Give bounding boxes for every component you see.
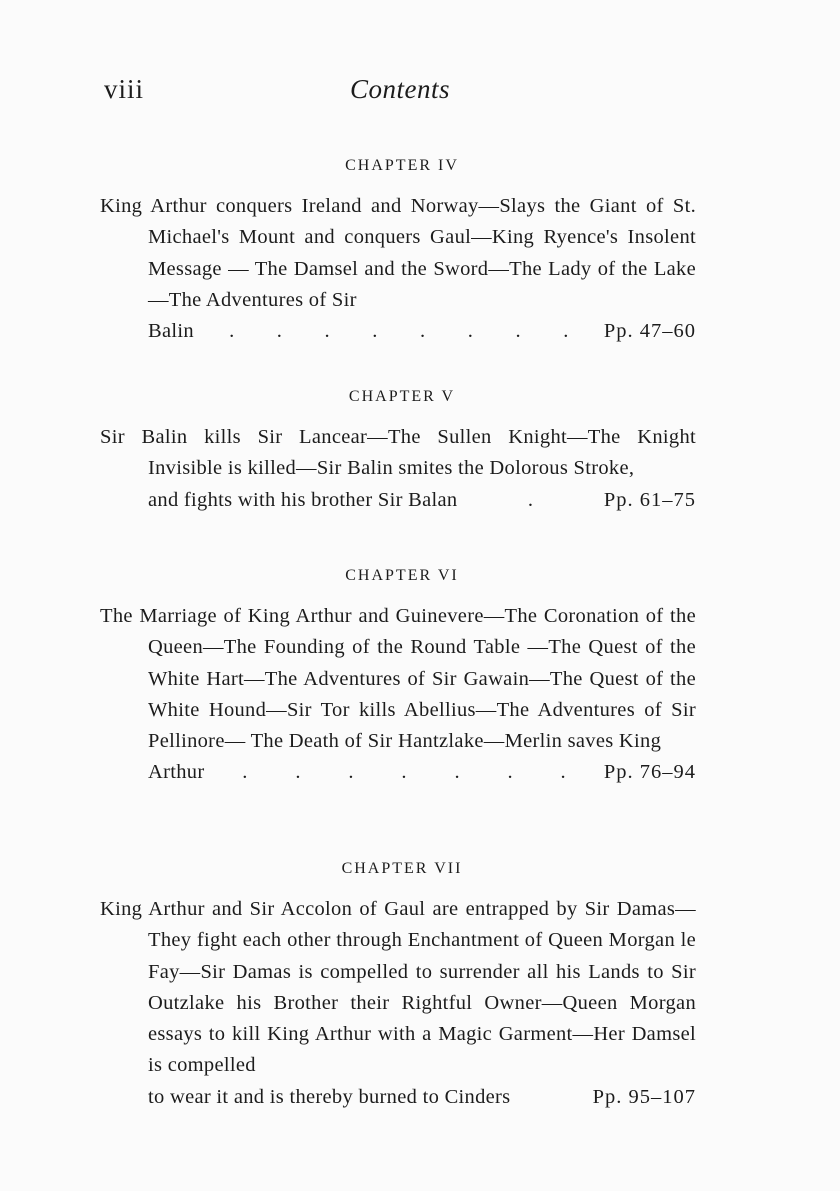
chapter-summary-last-line (100, 757, 696, 788)
leader-dot: . (563, 320, 569, 343)
chapter-summary-tail: Arthur (148, 761, 205, 784)
chapter-summary-tail: to wear it and is thereby burned to Cinders (148, 1085, 511, 1108)
dot-leader (204, 757, 603, 788)
chapter-heading: CHAPTER VI (345, 567, 459, 584)
page-range: Pp. 95–107 (592, 1085, 696, 1108)
chapter-summary-tail: and fights with his brother Sir Balan (148, 488, 458, 511)
chapter-summary: Sir Balin kills Sir Lancear—The Sullen Knight—The Knight Invisible is killed—Sir Balin smites the Dolorous Stroke, (100, 426, 696, 480)
leader-dot: . (348, 761, 354, 784)
page-range: Pp. 47–60 (603, 320, 696, 343)
leader-dot: . (420, 320, 426, 343)
chapter-summary-last-line (100, 1082, 696, 1113)
chapter-summary: King Arthur and Sir Accolon of Gaul are entrapped by Sir Damas—They fight each other through Enchantment of Queen Morgan le Fay—Sir Damas is compelled to surrender all his Lands to Sir Outzlake his Brother their Rightful Owner—Queen Morgan essays to kill King Arthur with a Magic Garment—Her Damsel is compelled (100, 898, 696, 1077)
page-range: Pp. 76–94 (603, 761, 696, 784)
chapter-summary: King Arthur conquers Ireland and Norway—Slays the Giant of St. Michael's Mount and conquers Gaul—King Ryence's Insolent Message — The Damsel and the Sword—The Lady of the Lake—The Adventures of Sir (100, 195, 696, 311)
chapter-heading: CHAPTER IV (345, 157, 459, 174)
chapter-summary-last-line (100, 316, 696, 347)
chapter-entry (100, 563, 696, 789)
leader-dot: . (295, 761, 301, 784)
leader-dot: . (242, 761, 248, 784)
leader-dot: . (372, 320, 378, 343)
leader-dot: . (454, 761, 460, 784)
dot-leader (457, 485, 603, 516)
page-number: viii (104, 74, 145, 104)
leader-dot: . (515, 320, 521, 343)
chapter-entry (100, 384, 696, 516)
chapter-entry (100, 856, 696, 1113)
leader-dot: . (229, 320, 235, 343)
leader-dot: . (560, 761, 566, 784)
chapter-heading: CHAPTER V (348, 388, 456, 405)
leader-dot: . (467, 320, 474, 343)
dot-leader (194, 316, 604, 347)
chapter-heading: CHAPTER VII (341, 860, 463, 877)
leader-dot: . (401, 761, 407, 784)
chapter-summary-last-line (100, 485, 696, 516)
chapter-summary-tail: Balin (148, 320, 194, 343)
chapter-summary: The Marriage of King Arthur and Guinevere—The Coronation of the Queen—The Founding of the Round Table —The Quest of the White Hart—The Adventures of Sir Gawain—The Quest of the White Hound—Sir Tor kills Abellius—The Adventures of Sir Pellinore— The Death of Sir Hantzlake—Merlin saves King (100, 605, 696, 753)
chapter-entry (100, 153, 696, 347)
leader-dot: . (324, 320, 330, 343)
leader-dot: . (527, 488, 534, 511)
leader-dot: . (507, 761, 513, 784)
leader-dot: . (276, 320, 283, 343)
page-range: Pp. 61–75 (603, 488, 696, 511)
running-title: Contents (349, 74, 450, 104)
page-header (100, 74, 700, 114)
